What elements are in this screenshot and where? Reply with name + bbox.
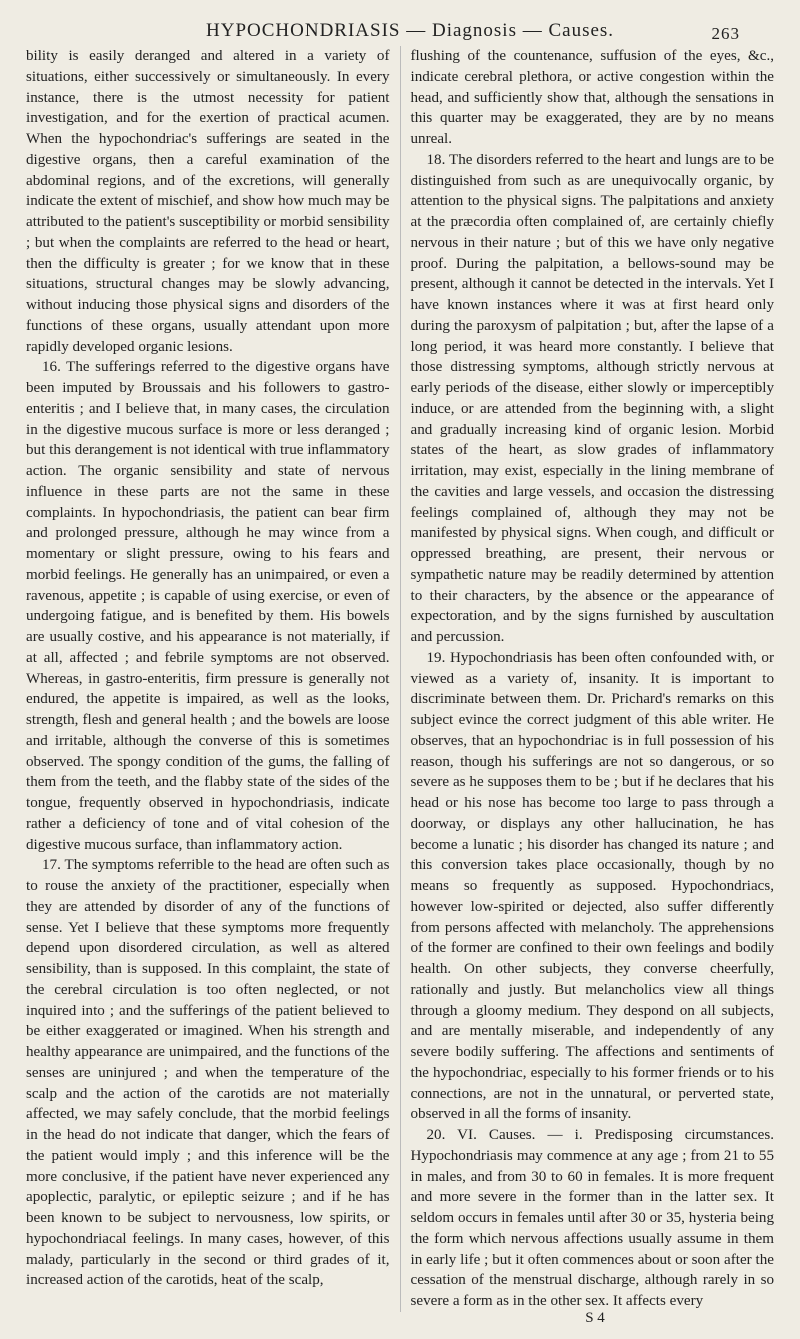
- page-header: [26, 16, 774, 46]
- left-column: [26, 46, 390, 1312]
- paragraph: 16. The sufferings referred to the digestive organs have been imputed by Broussais and his followers to gastro-enteritis ; and I believe that, in many cases, the circulation in the digestive mucous surface is more or less deranged ; but this derangement is not identical with true inflammatory action. The organic sensibility and state of nervous influence in these parts are not the same in these complaints. In hypochondriasis, the patient can bear firm and prolonged pressure, although he may wince from a momentary or slight pressure, owing to his fears and morbid feelings. He generally has an unimpaired, or even a ravenous, appetite ; is capable of using exercise, or even of undergoing fatigue, and is benefited by them. His bowels are usually costive, and his appearance is not materially, if at all, affected ; and febrile symptoms are not observed. Whereas, in gastro-enteritis, firm pressure is generally not endured, the appetite is impaired, as well as the looks, strength, flesh and general health ; and the bowels are loose and irritable, although the converse of this is sometimes observed. The spongy condition of the gums, the falling of them from the teeth, and the flabby state of the sides of the tongue, frequently observed in hypochondriasis, indicate rather a deficiency of tone and of vital cohesion of the digestive mucous surface, than inflammatory action.: [26, 359, 390, 853]
- paragraph: flushing of the countenance, suffusion of the eyes, &c., indicate cerebral plethora, or active congestion within the head, and sufficiently show that, although the sensations in this quarter may be exaggerated, they are by no means unreal.: [410, 48, 774, 147]
- text-columns: [26, 46, 774, 1312]
- right-column: [400, 46, 775, 1312]
- paragraph: bility is easily deranged and altered in a variety of situations, either successively or simultaneously. In every instance, there is the utmost necessity for patient investigation, and for the exertion of practical acumen. When the hypochondriac's sufferings are seated in the digestive organs, then a careful examination of the abdominal regions, and of the excretions, will generally indicate the extent of mischief, and show how much may be attributed to the patient's susceptibility or morbid sensibility ; but when the complaints are referred to the head or heart, then the difficulty is greater ; for we know that in these situations, structural changes may be slowly advancing, without inducing those physical signs and disorders of the functions of these organs, usually attendant upon more rapidly developed organic lesions.: [26, 48, 390, 355]
- page-number: 263: [711, 24, 740, 43]
- paragraph: 20. VI. Causes. — i. Predisposing circumstances. Hypochondriasis may commence at any age ; from 21 to 55 in males, and from 30 to 60 in females. It is more frequent and more severe in the former than in the latter sex. It seldom occurs in females until after 30 or 35, hysteria being the form which nervous affections usually assume in them in early life ; but it often commences about or soon after the cessation of the menstrual discharge, although rarely in so severe a form as in the other sex. It affects every: [410, 1127, 774, 1309]
- paragraph: 19. Hypochondriasis has been often confounded with, or viewed as a variety of, insanity. It is important to discriminate between them. Dr. Prichard's remarks on this subject evince the correct judgment of this able writer. He observes, that an hypochondriac is in full possession of his reason, though his sufferings are not so dangerous, or so severe as he supposes them to be ; but if he declares that his head or his nose has become too large to pass through a doorway, or displays any other hallucination, he has become a lunatic ; his disorder has changed its nature ; and this conversion takes place occasionally, though by no means so frequently as supposed. Hypochondriacs, however low-spirited or dejected, also suffer differently from persons affected with melancholy. The apprehensions of the former are confined to their own feelings and bodily health. On other subjects, they converse cheerfully, rationally and justly. But melancholics view all things through a gloomy medium. They despond on all subjects, and are mentally miserable, and independently of any severe bodily suffering. The affections and sentiments of the hypochondriac, especially to his former friends or to his connections, are not in the unnatural, or perverted state, observed in all the forms of insanity.: [410, 649, 774, 1123]
- paragraph: 17. The symptoms referrible to the head are often such as to rouse the anxiety of the practitioner, especially when they are attended by disorder of any of the functions of sense. Yet I believe that these symptoms more frequently depend upon disordered circulation, as well as altered sensibility, than is supposed. In this complaint, the state of the cerebral circulation is too often neglected, or not inquired into ; and the sufferings of the patient believed to be either exaggerated or imagined. When his strength and healthy appearance are unimpaired, and the functions of the senses are uninjured ; and when the temperature of the scalp and the action of the carotids are not materially affected, we may safely conclude, that the morbid feelings in the head do not indicate that danger, which the fears of the patient would imply ; and this inference will be the more conclusive, if the patient have never experienced any apoplectic, paralytic, or epileptic seizure ; and if he has been known to be subject to nervousness, low spirits, or hypochondriacal feelings. In many cases, however, of this malady, particularly in the second or third grades of it, increased action of the carotids, heat of the scalp,: [26, 857, 390, 1289]
- paragraph: 18. The disorders referred to the heart and lungs are to be distinguished from such as are unequivocally organic, by attention to the physical signs. The palpitations and anxiety at the præcordia often complained of, are certainly chiefly nervous in their nature ; but of this we have only negative proof. During the palpitation, a bellows-sound may be present, although it cannot be detected in the intervals. Yet I have known instances where it was at first heard only during the paroxysm of palpitation ; but, after the lapse of a long period, it was heard more constantly. I believe that those distressing symptoms, although strictly nervous at early periods of the disease, either slowly or imperceptibly induce, or are attended from the beginning with, a slight and gradually increasing kind of organic lesion. Morbid states of the heart, as slow grades of inflammatory irritation, may exist, especially in the lining membrane of the cavities and large vessels, and occasion the distressing feelings complained of, although they may not be manifested by physical signs. When cough, and difficult or oppressed breathing, are present, their nervous or sympathetic nature may be readily determined by attention to their characters, by the absence or the appearance of expectoration, and by the signs furnished by auscultation and percussion.: [410, 151, 774, 645]
- signature-mark: S 4: [585, 1309, 605, 1326]
- running-title: HYPOCHONDRIASIS — Diagnosis — Causes.: [206, 20, 615, 41]
